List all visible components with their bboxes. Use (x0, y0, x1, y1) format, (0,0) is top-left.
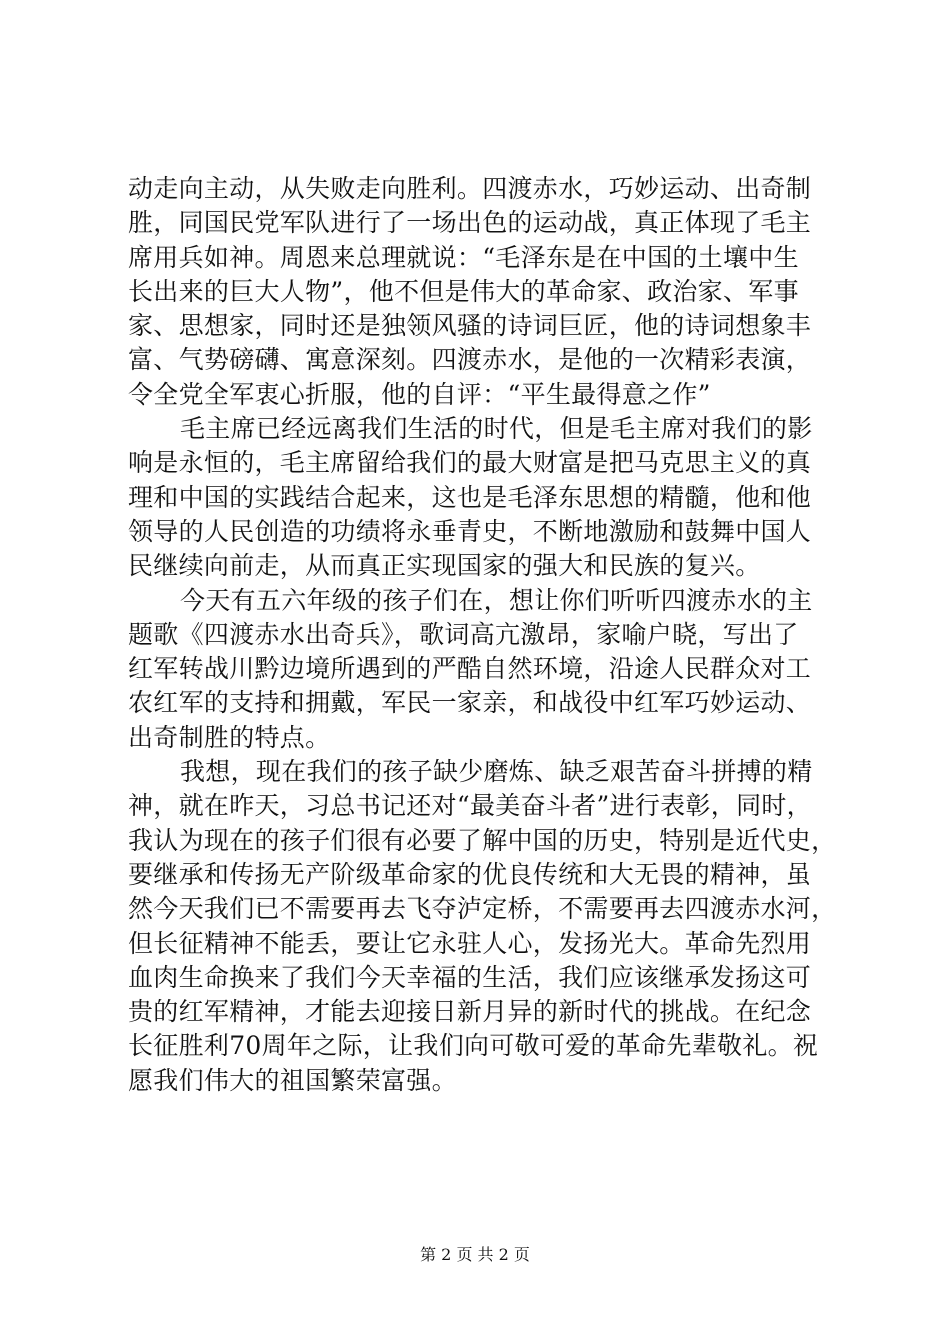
text-line: 胜，同国民党军队进行了一场出色的运动战，真正体现了毛主 (128, 208, 812, 238)
page-footer: 第 2 页 共 2 页 (420, 1245, 530, 1264)
text-line: 动走向主动，从失败走向胜利。四渡赤水，巧妙运动、出奇制 (128, 174, 812, 203)
text-line: 出奇制胜的特点。 (128, 722, 331, 752)
text-line: 农红军的支持和拥戴，军民一家亲，和战役中红军巧妙运动、 (128, 688, 812, 718)
text-line: 我认为现在的孩子们很有必要了解中国的历史，特别是近代史， (128, 825, 837, 855)
text-line: 要继承和传扬无产阶级革命家的优良传统和大无畏的精神，虽 (128, 859, 812, 889)
text-line: 神，就在昨天，习总书记还对“最美奋斗者”进行表彰，同时， (128, 791, 812, 821)
text-line: 令全党全军衷心折服，他的自评：“平生最得意之作” (128, 379, 711, 409)
text-line: 今天有五六年级的孩子们在，想让你们听听四渡赤水的主 (180, 585, 813, 615)
text-line: 领导的人民创造的功绩将永垂青史，不断地激励和鼓舞中国人 (128, 516, 812, 546)
document-body (128, 172, 837, 1098)
text-line: 愿我们伟大的祖国繁荣富强。 (128, 1065, 457, 1095)
text-line: 血肉生命换来了我们今天幸福的生活，我们应该继承发扬这可 (128, 962, 812, 992)
text-line: 长出来的巨大人物”，他不但是伟大的革命家、政治家、军事 (128, 276, 799, 306)
text-line: 毛主席已经远离我们生活的时代，但是毛主席对我们的影 (180, 414, 813, 444)
text-line: 贵的红军精神，才能去迎接日新月异的新时代的挑战。在纪念 (128, 997, 812, 1027)
text-line: 长征胜利70周年之际，让我们向可敬可爱的革命先辈敬礼。祝 (128, 1031, 819, 1061)
text-line: 题歌《四渡赤水出奇兵》，歌词高亢激昂，家喻户晓，写出了 (128, 619, 799, 649)
text-line: 富、气势磅礴、寓意深刻。四渡赤水，是他的一次精彩表演， (128, 345, 812, 375)
text-line: 响是永恒的，毛主席留给我们的最大财富是把马克思主义的真 (128, 448, 812, 478)
text-line: 席用兵如神。周恩来总理就说：“毛泽东是在中国的土壤中生 (128, 242, 799, 272)
text-line: 理和中国的实践结合起来，这也是毛泽东思想的精髓，他和他 (128, 482, 812, 512)
text-line: 红军转战川黔边境所遇到的严酷自然环境，沿途人民群众对工 (128, 654, 812, 684)
text-line: 家、思想家，同时还是独领风骚的诗词巨匠，他的诗词想象丰 (128, 311, 812, 341)
text-line: 民继续向前走，从而真正实现国家的强大和民族的复兴。 (128, 551, 761, 581)
text-line: 我想，现在我们的孩子缺少磨炼、缺乏艰苦奋斗拼搏的精 (180, 757, 813, 787)
text-line: 但长征精神不能丢，要让它永驻人心，发扬光大。革命先烈用 (128, 928, 812, 958)
text-line: 然今天我们已不需要再去飞夺泸定桥，不需要再去四渡赤水河， (128, 894, 837, 924)
